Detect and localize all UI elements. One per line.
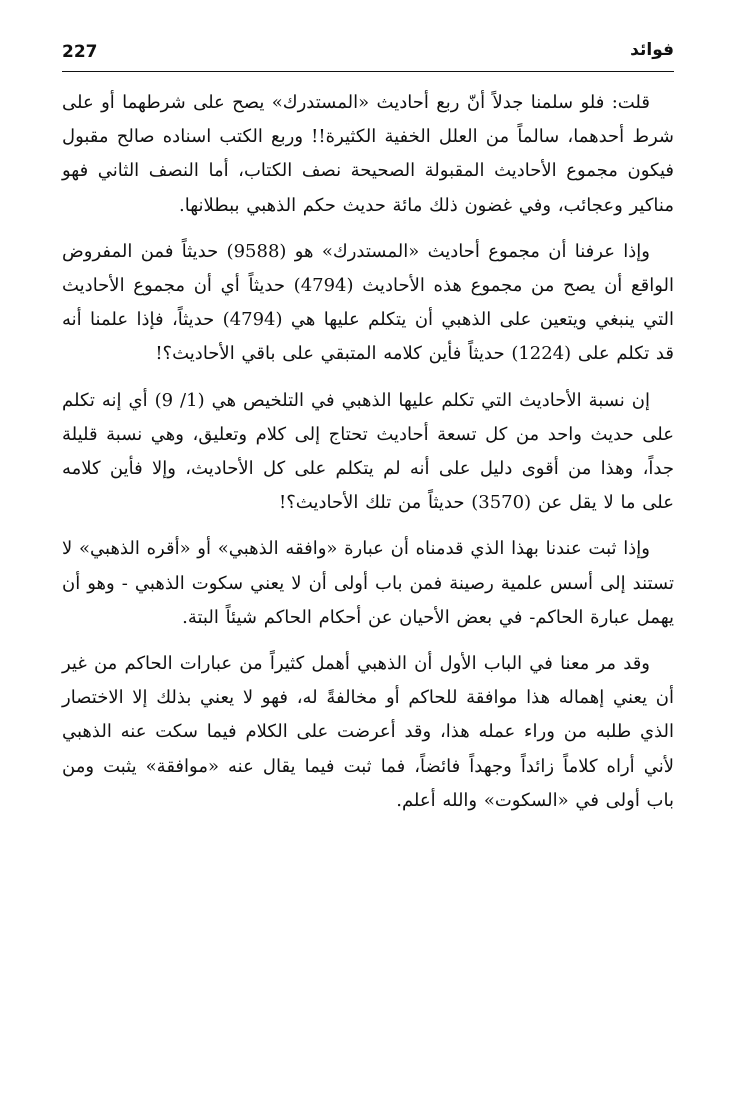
paragraph: وقد مر معنا في الباب الأول أن الذهبي أهمل كثيراً من عبارات الحاكم من غير أن يعني إهماله هذا موافقة للحاكم أو مخالفةً له، فهو لا يعني بذلك إلا الاختصار الذي طلبه من وراء عمله هذا، وقد أعرضت على الكلام فيما سكت عنه الذهبي لأني أراه كلاماً زائداً وجهداً فائضاً، فما ثبت فيما يقال عنه «موافقة» يثبت ومن باب أولى في «السكوت» والله أعلم. — [62, 653, 674, 811]
paragraph: قلت: فلو سلمنا جدلاً أنّ ربع أحاديث «المستدرك» يصح على شرطهما أو على شرط أحدهما، سالماً من العلل الخفية الكثيرة!! وربع الكتب اسناده صالح مقبول فيكون مجموع الأحاديث المقبولة الصحيحة نصف الكتاب، أما النصف الثاني فهو مناكير وعجائب، وفي غضون ذلك مائة حديث حكم الذهبي ببطلانها. — [62, 92, 674, 216]
running-title: فوائد — [630, 40, 674, 60]
page-body — [62, 86, 674, 818]
paragraph: وإذا ثبت عندنا بهذا الذي قدمناه أن عبارة «وافقه الذهبي» أو «أقره الذهبي» لا تستند إلى أسس علمية رصينة فمن باب أولى أن لا يعني سكوت الذهبي - وهو أن يهمل عبارة الحاكم- في بعض الأحيان عن أحكام الحاكم شيئاً البتة. — [62, 538, 674, 628]
header-rule — [62, 71, 674, 72]
page-header — [62, 40, 674, 74]
paragraph: وإذا عرفنا أن مجموع أحاديث «المستدرك» هو (9588) حديثاً فمن المفروض الواقع أن يصح من مجموع هذه الأحاديث (4794) حديثاً أي أن مجموع الأحاديث التي ينبغي ويتعين على الذهبي أن يتكلم عليها هي (4794) حديثاً، فإذا علمنا أنه قد تكلم على (1224) حديثاً فأين كلامه المتبقي على باقي الأحاديث؟! — [62, 240, 674, 365]
page-number: 227 — [62, 42, 98, 62]
paragraph: إن نسبة الأحاديث التي تكلم عليها الذهبي في التلخيص هي (1/ 9) أي إنه تكلم على حديث واحد من كل تسعة أحاديث تحتاج إلى كلام وتعليق، وهي نسبة قليلة جداً، وهذا من أقوى دليل على أنه لم يتكلم على كل الأحاديث، وإلا فأين كلامه على ما لا يقل عن (3570) حديثاً من تلك الأحاديث؟! — [62, 389, 674, 514]
